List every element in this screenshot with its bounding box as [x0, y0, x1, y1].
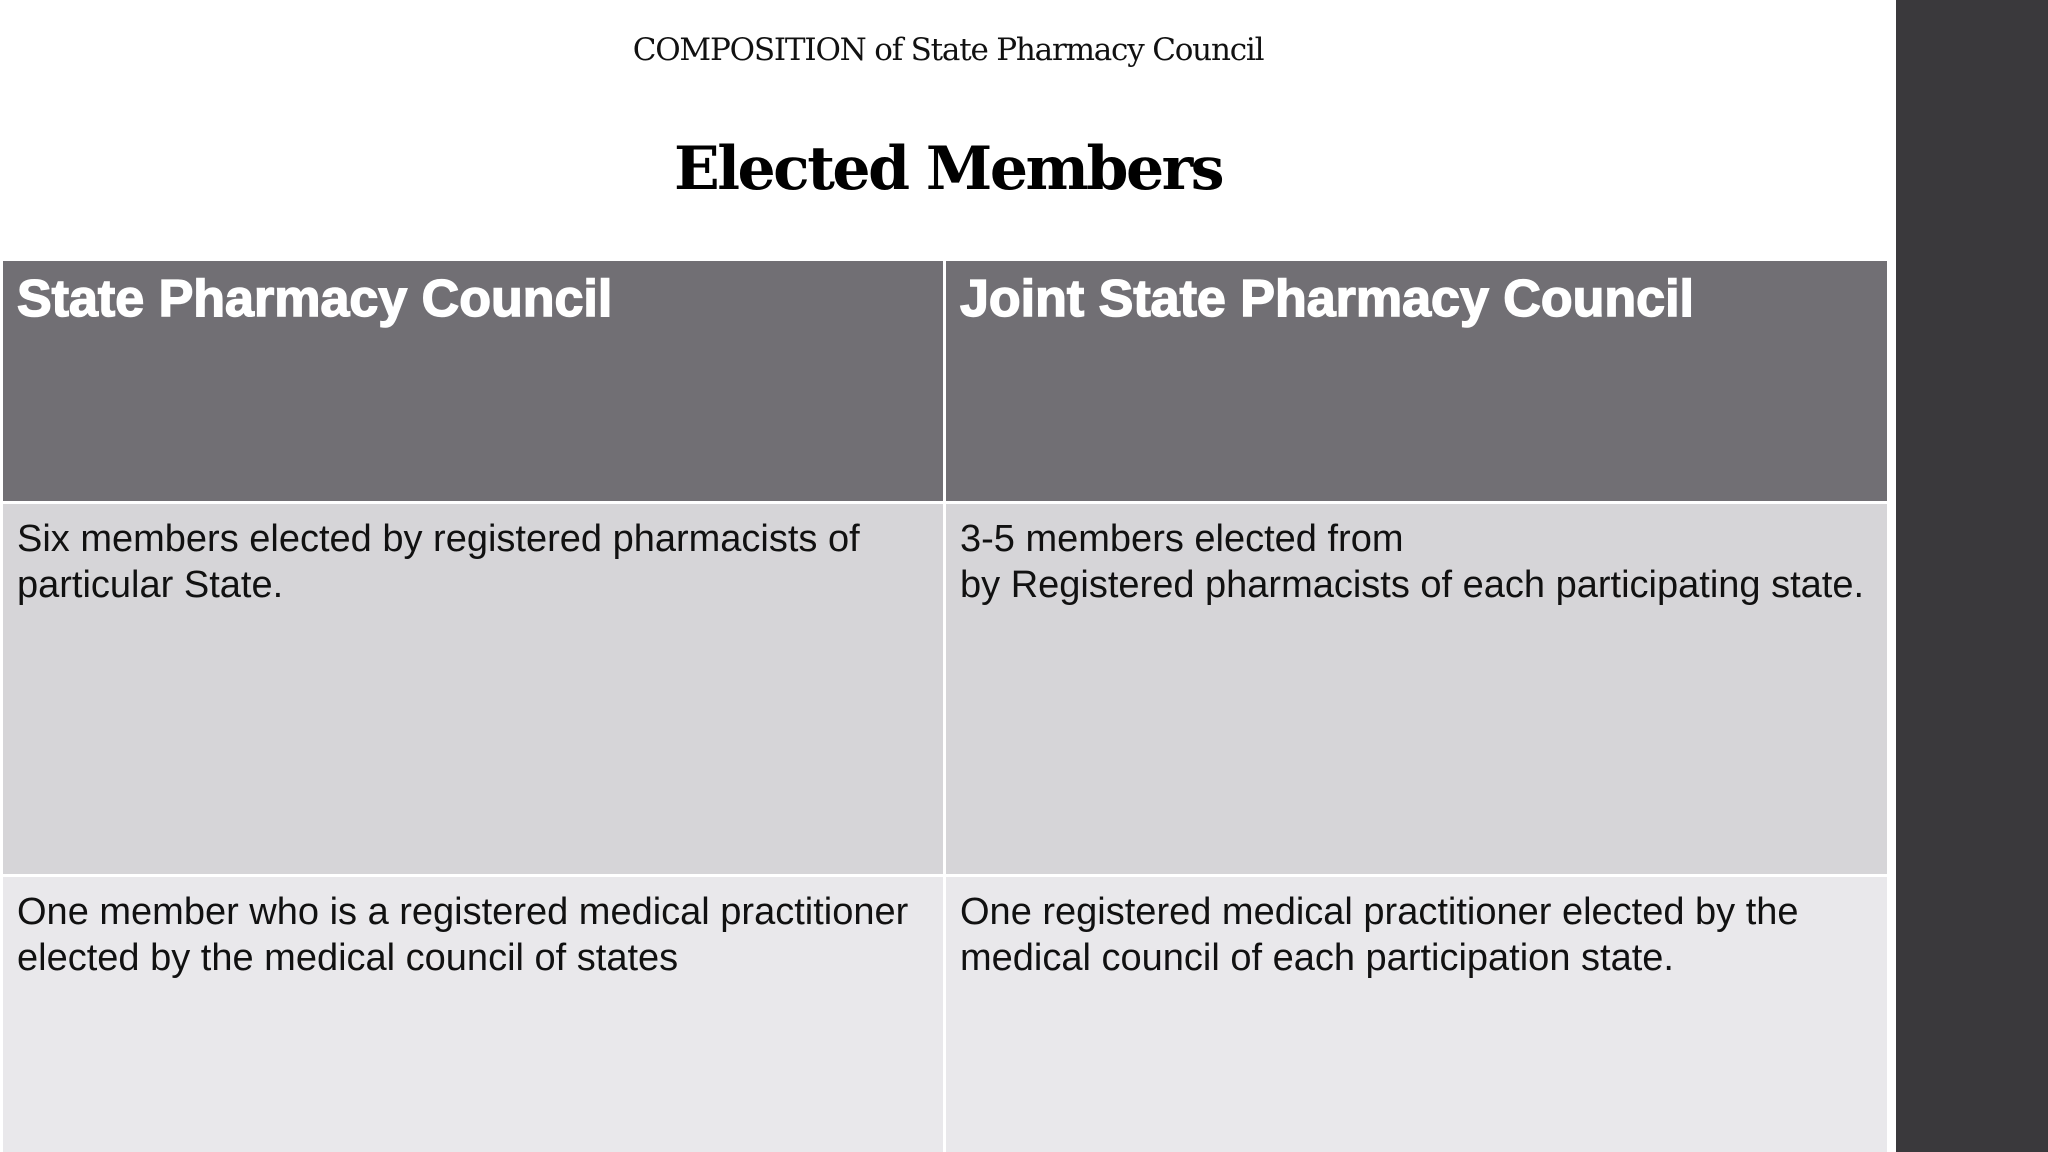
slide-topline: COMPOSITION of State Pharmacy Council: [632, 32, 1264, 68]
slide-title: Elected Members: [673, 134, 1223, 204]
comparison-table: [0, 258, 1890, 1152]
header-state-pharmacy-council: State Pharmacy Council: [2, 260, 945, 503]
cell-text-state-pharmacists: Six members elected by registered pharmacists of particular State.: [17, 518, 860, 606]
table-row: [2, 876, 1889, 1152]
table-cell: [945, 876, 1889, 1152]
cell-text-joint-pharmacists: 3-5 members elected from by Registered pharmacists of each participating state.: [960, 518, 1865, 606]
cell-text-joint-medical-practitioner: One registered medical practitioner elected by the medical council of each participation state.: [960, 891, 1799, 979]
table-cell: [2, 503, 945, 876]
header-joint-state-pharmacy-council: Joint State Pharmacy Council: [945, 260, 1889, 503]
table-cell: [945, 503, 1889, 876]
table-row: [2, 503, 1889, 876]
table-header-row: [2, 260, 1889, 503]
side-panel: [1896, 0, 2048, 1152]
table-cell: [2, 876, 945, 1152]
cell-text-state-medical-practitioner: One member who is a registered medical practitioner elected by the medical council of states: [17, 891, 909, 979]
